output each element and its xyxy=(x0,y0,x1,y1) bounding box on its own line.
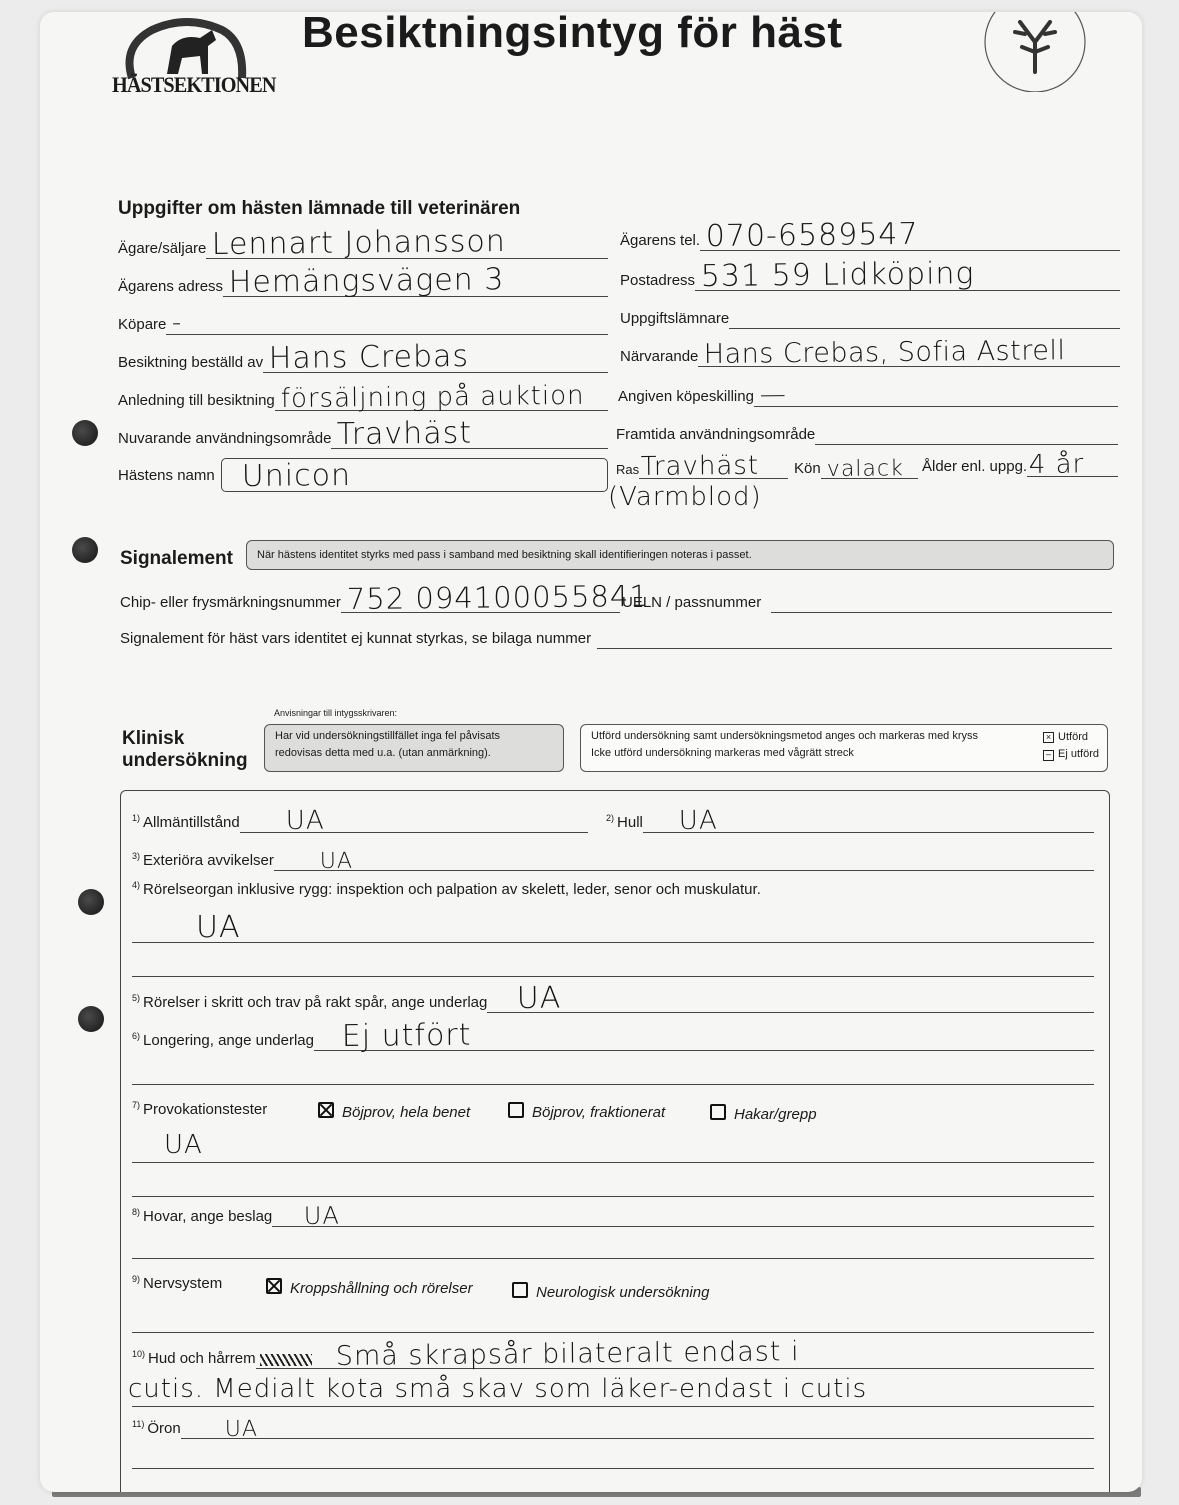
value-hud-line1: Små skrapsår bilateralt endast i xyxy=(335,1336,800,1372)
legend-utford xyxy=(1043,729,1099,746)
label-narvarande: Närvarande xyxy=(620,348,699,365)
label-exteriora xyxy=(132,851,274,871)
value-kon: valack xyxy=(826,456,904,482)
label-oron xyxy=(132,1419,181,1439)
row-alder xyxy=(922,449,1118,480)
num-3: 3) xyxy=(132,851,141,861)
row-narvarande xyxy=(620,335,1120,370)
value-kopare: - xyxy=(172,307,183,338)
text-rorelseorgan: Rörelseorgan inklusive rygg: inspektion och palpation av skelett, leder, senor och muskulatur. xyxy=(143,881,761,898)
answer-line-8[interactable] xyxy=(132,1258,1094,1259)
value-nuvarande: Travhäst xyxy=(337,415,473,452)
label-kon: Kön xyxy=(794,460,821,477)
field-agare[interactable] xyxy=(206,223,608,262)
label-kopeskilling: Angiven köpeskilling xyxy=(618,388,754,405)
checkbox-icon[interactable] xyxy=(710,1104,726,1120)
label-namn: Hästens namn xyxy=(118,467,215,484)
label-chip: Chip- eller frysmärkningsnummer xyxy=(120,594,341,611)
checked-box-icon: × xyxy=(1043,732,1054,743)
label-framtida: Framtida användningsområde xyxy=(616,426,816,443)
label-tel: Ägarens tel. xyxy=(620,232,701,249)
punch-hole xyxy=(72,537,98,563)
field-anledning[interactable] xyxy=(275,380,608,414)
box1-line1: Har vid undersökningstillfället inga fel påvisats xyxy=(275,730,501,742)
option-kroppshallning[interactable] xyxy=(266,1278,473,1297)
text-nervsystem: Nervsystem xyxy=(143,1275,223,1292)
text-hovar: Hovar, ange beslag xyxy=(143,1208,273,1225)
option-neurologisk[interactable] xyxy=(512,1282,709,1301)
value-anledning: försäljning på auktion xyxy=(280,380,585,414)
label-longering xyxy=(132,1031,314,1051)
veterinarforbund-logo xyxy=(980,12,1090,92)
label-nuvarande: Nuvarande användningsområde xyxy=(118,430,332,447)
answer-line-6[interactable] xyxy=(132,1084,1094,1085)
legend-utford-label: Utförd xyxy=(1058,731,1088,743)
label-bestalld: Besiktning beställd av xyxy=(118,354,264,371)
text-rorelser: Rörelser i skritt och trav på rakt spår, ange underlag xyxy=(143,994,488,1011)
num-8: 8) xyxy=(132,1207,141,1217)
value-postadress: 531 59 Lidköping xyxy=(700,256,975,294)
row-agare xyxy=(118,223,608,262)
value-hovar: UA xyxy=(303,1201,341,1230)
row-kopare xyxy=(118,307,608,338)
field-hovar[interactable] xyxy=(272,1201,1094,1230)
field-exteriora[interactable] xyxy=(274,846,1094,874)
row-provokation xyxy=(132,1100,332,1120)
row-hud xyxy=(132,1336,1094,1372)
field-ueln[interactable] xyxy=(771,588,1112,613)
option-neurologisk-label: Neurologisk undersökning xyxy=(536,1284,710,1301)
text-oron: Öron xyxy=(147,1420,181,1437)
label-allmantillstand xyxy=(132,813,240,833)
page-title: Besiktningsintyg för häst xyxy=(302,12,843,57)
field-allmantillstand[interactable] xyxy=(240,805,588,836)
klinisk-heading xyxy=(122,728,248,772)
row-bilaga xyxy=(120,624,1112,649)
value-hud-line2: cutis. Medialt kota små skav som läker-endast i cutis xyxy=(128,1374,868,1404)
row-exteriora xyxy=(132,846,1094,874)
klinisk-heading-line2: undersökning xyxy=(122,750,248,771)
label-anledning: Anledning till besiktning xyxy=(118,392,275,409)
checkbox-checked-icon[interactable] xyxy=(318,1102,334,1118)
answer-line-7b[interactable] xyxy=(132,1196,1094,1197)
legend-ej-utford-label: Ej utförd xyxy=(1058,748,1099,760)
field-oron[interactable] xyxy=(181,1414,1094,1442)
dash-box-icon: – xyxy=(1043,750,1054,761)
field-kon[interactable] xyxy=(821,454,918,482)
text-hud: Hud och hårrem xyxy=(148,1350,256,1367)
value-narvarande: Hans Crebas, Sofia Astrell xyxy=(704,335,1066,370)
label-rorelseorgan xyxy=(132,880,761,900)
option-bojprov-fraktionerat[interactable] xyxy=(508,1102,665,1121)
field-chip[interactable] xyxy=(341,578,649,616)
row-uppgiftslamnare xyxy=(620,304,1120,329)
field-adress[interactable] xyxy=(223,262,608,300)
instruction-box-1 xyxy=(264,724,564,772)
value-bestalld: Hans Crebas xyxy=(268,338,470,376)
answer-line-4a[interactable] xyxy=(132,942,1094,943)
legend-ej-utford xyxy=(1043,746,1099,763)
label-ueln: UELN / passnummer xyxy=(622,594,762,611)
value-alder: 4 år xyxy=(1028,449,1085,480)
text-longering: Longering, ange underlag xyxy=(143,1032,314,1049)
label-kopare: Köpare xyxy=(118,316,167,333)
row-nuvarande xyxy=(118,415,608,452)
logo-text: HÄSTSEKTIONEN xyxy=(112,72,276,97)
option-hakar-grepp[interactable] xyxy=(710,1104,817,1123)
label-hull xyxy=(606,813,643,833)
value-tel: 070-6589547 xyxy=(705,216,919,254)
num-9: 9) xyxy=(132,1274,141,1284)
label-adress: Ägarens adress xyxy=(118,278,224,295)
legend xyxy=(1043,729,1099,763)
value-hull: UA xyxy=(678,805,718,836)
answer-line-11[interactable] xyxy=(132,1468,1094,1469)
field-framtida[interactable] xyxy=(815,420,1118,445)
value-ras-line2: (Varmblod) xyxy=(608,482,762,512)
field-tel[interactable] xyxy=(700,216,1120,254)
label-provokation xyxy=(132,1100,267,1120)
row-chip xyxy=(120,578,649,616)
checkbox-icon[interactable] xyxy=(512,1282,528,1298)
answer-line-4b[interactable] xyxy=(132,976,1094,977)
row-rorelser xyxy=(132,980,1094,1016)
row-hull xyxy=(606,805,1094,836)
label-bilaga: Signalement för häst vars identitet ej kunnat styrkas, se bilaga nummer xyxy=(120,630,592,647)
row-namn xyxy=(118,458,608,492)
row-anledning xyxy=(118,380,608,414)
label-agare: Ägare/säljare xyxy=(118,240,207,257)
row-bestalld xyxy=(118,338,608,376)
option-hakar-grepp-label: Hakar/grepp xyxy=(734,1106,817,1123)
text-hull: Hull xyxy=(617,814,643,831)
num-5: 5) xyxy=(132,993,141,1003)
field-kopare[interactable] xyxy=(166,307,608,338)
num-1: 1) xyxy=(132,813,141,823)
num-4: 4) xyxy=(132,880,141,890)
signalement-note: När hästens identitet styrks med pass i samband med besiktning skall identifieringen noteras i passet. xyxy=(246,540,1114,570)
value-rorelseorgan: UA xyxy=(196,910,241,945)
label-postadress: Postadress xyxy=(620,272,696,289)
label-hud xyxy=(132,1349,256,1369)
field-hull[interactable] xyxy=(643,805,1094,836)
row-allmantillstand xyxy=(132,805,588,836)
answer-line-10[interactable] xyxy=(132,1406,1094,1407)
row-hovar xyxy=(132,1201,1094,1230)
owner-section-heading: Uppgifter om hästen lämnade till veterinären xyxy=(118,198,521,219)
row-rorelseorgan xyxy=(132,880,1094,900)
field-bestalld[interactable] xyxy=(263,338,608,376)
row-oron xyxy=(132,1414,1094,1442)
anvisningar-label: Anvisningar till intygsskrivaren: xyxy=(274,708,398,718)
row-tel xyxy=(620,216,1120,254)
num-7: 7) xyxy=(132,1100,141,1110)
scribble-mark xyxy=(260,1354,312,1366)
row-kon xyxy=(794,454,918,482)
value-exteriora: UA xyxy=(319,848,354,874)
klinisk-heading-line1: Klinisk xyxy=(122,728,185,749)
punch-hole xyxy=(72,420,98,446)
field-uppgiftslamnare[interactable] xyxy=(729,304,1120,329)
field-longering[interactable] xyxy=(314,1017,1094,1054)
label-alder: Ålder enl. uppg. xyxy=(922,458,1028,475)
row-kopeskilling xyxy=(618,379,1118,410)
num-11: 11) xyxy=(132,1419,145,1429)
text-allmantillstand: Allmäntillstånd xyxy=(143,814,240,831)
option-kroppshallning-label: Kroppshållning och rörelser xyxy=(290,1280,473,1297)
antler-seal-icon xyxy=(980,12,1090,92)
punch-hole xyxy=(78,889,104,915)
answer-line-7a[interactable] xyxy=(132,1162,1094,1163)
checkbox-checked-icon[interactable] xyxy=(266,1278,282,1294)
option-bojprov-hela[interactable] xyxy=(318,1102,470,1121)
box2-line1: Utförd undersökning samt undersökningsmetod anges och markeras med kryss xyxy=(591,730,979,742)
value-ras: Travhäst xyxy=(640,450,760,482)
label-rorelser xyxy=(132,993,487,1013)
row-ras xyxy=(616,450,788,482)
signalement-heading: Signalement xyxy=(120,548,233,569)
option-bojprov-fraktionerat-label: Böjprov, fraktionerat xyxy=(532,1104,666,1121)
checkbox-icon[interactable] xyxy=(508,1102,524,1118)
row-ueln xyxy=(622,588,1112,613)
value-rorelser: UA xyxy=(516,980,562,1016)
value-longering: Ej utfört xyxy=(341,1017,472,1054)
text-exteriora: Exteriöra avvikelser xyxy=(143,852,274,869)
row-postadress xyxy=(620,256,1120,294)
field-nuvarande[interactable] xyxy=(331,415,608,452)
punch-hole xyxy=(78,1006,104,1032)
label-nervsystem xyxy=(132,1274,222,1294)
num-2: 2) xyxy=(606,813,615,823)
label-uppgiftslamnare: Uppgiftslämnare xyxy=(620,310,730,327)
label-hovar xyxy=(132,1207,272,1227)
field-ras[interactable] xyxy=(639,450,788,482)
row-longering xyxy=(132,1017,1094,1054)
value-kopeskilling: — xyxy=(759,379,787,410)
text-provokation: Provokationstester xyxy=(143,1101,268,1118)
hastsektionen-logo xyxy=(112,16,276,106)
field-postadress[interactable] xyxy=(695,256,1120,294)
field-namn[interactable] xyxy=(221,458,608,492)
value-allmantillstand: UA xyxy=(285,805,325,836)
field-hud[interactable] xyxy=(256,1336,1094,1372)
field-kopeskilling[interactable] xyxy=(754,379,1118,410)
row-adress xyxy=(118,262,608,300)
value-chip: 752 094100055841 xyxy=(346,578,649,616)
option-bojprov-hela-label: Böjprov, hela benet xyxy=(342,1104,471,1121)
box2-line2: Icke utförd undersökning markeras med vågrätt streck xyxy=(591,747,854,759)
value-provokation: UA xyxy=(164,1130,203,1160)
value-oron: UA xyxy=(224,1416,258,1442)
value-namn: Unicon xyxy=(241,457,351,494)
box1-line2: redovisas detta med u.a. (utan anmärkning). xyxy=(275,747,491,759)
value-adress: Hemängsvägen 3 xyxy=(228,262,505,300)
value-agare: Lennart Johansson xyxy=(212,223,507,262)
field-rorelser[interactable] xyxy=(487,980,1094,1016)
instruction-box-2 xyxy=(580,724,1108,772)
field-bilaga[interactable] xyxy=(597,624,1112,649)
label-ras: Ras xyxy=(616,462,640,477)
num-6: 6) xyxy=(132,1031,141,1041)
num-10: 10) xyxy=(132,1349,146,1359)
field-alder[interactable] xyxy=(1027,449,1118,480)
answer-line-9[interactable] xyxy=(132,1332,1094,1333)
row-framtida xyxy=(616,420,1118,445)
form-sheet xyxy=(40,12,1142,1492)
field-narvarande[interactable] xyxy=(698,335,1120,370)
